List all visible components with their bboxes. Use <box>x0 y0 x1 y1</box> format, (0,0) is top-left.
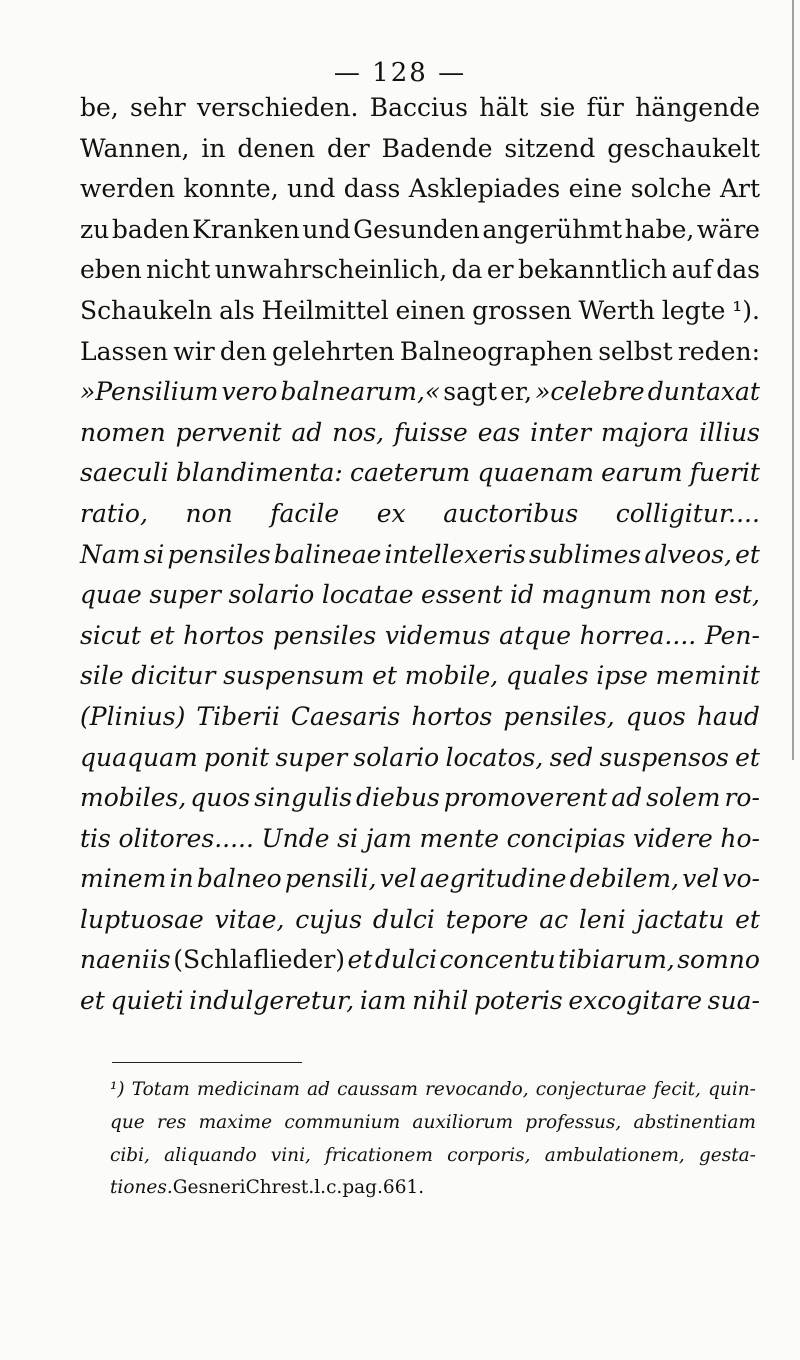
page-edge-shadow <box>792 0 794 760</box>
text-line: Schaukeln als Heilmittel einen grossen Werth legte ¹). <box>80 295 760 325</box>
footnote-line: tiones. Gesneri Chrest. l. c. pag. 661. <box>110 1177 425 1199</box>
text-line: et quieti indulgeretur, iam nihil poteris excogitare sua- <box>80 986 760 1016</box>
page-number: — 128 — <box>333 58 467 88</box>
text-line: mobiles, quos singulis diebus promoverent ad solem ro- <box>80 783 760 813</box>
text-line: »Pensilium vero balnearum,« sagt er, »celebre duntaxat <box>80 377 760 407</box>
text-line: werden konnte, und dass Asklepiades eine solche Art <box>80 174 760 204</box>
text-line: (Plinius) Tiberii Caesaris hortos pensiles, quos haud <box>80 701 760 731</box>
text-line: tis olitores..... Unde si jam mente concipias videre ho- <box>80 823 760 853</box>
text-line: nomen pervenit ad nos, fuisse eas inter majora illius <box>80 417 760 447</box>
text-line: Lassen wir den gelehrten Balneographen selbst reden: <box>80 336 760 366</box>
text-line: quae super solario locatae essent id magnum non est, <box>80 580 760 610</box>
text-line: ratio, non facile ex auctoribus colligitur.... <box>80 498 760 528</box>
text-line: sile dicitur suspensum et mobile, quales ipse meminit <box>80 661 760 691</box>
text-line: quaquam ponit super solario locatos, sed suspensos et <box>80 742 760 772</box>
text-line: saeculi blandimenta: caeterum quaenam earum fuerit <box>80 458 760 488</box>
footnote-line: ¹) Totam medicinam ad caussam revocando, conjecturae fecit, quin- <box>110 1079 756 1100</box>
text-line: eben nicht unwahrscheinlich, da er bekanntlich auf das <box>80 255 760 285</box>
text-line: be, sehr verschieden. Baccius hält sie für hängende <box>80 93 760 122</box>
text-line: zu baden Kranken und Gesunden angerühmt habe, wäre <box>80 214 760 244</box>
footnote-line: cibi, aliquando vini, fricationem corporis, ambulationem, gesta- <box>110 1144 756 1166</box>
text-line: sicut et hortos pensiles videmus atque horrea.... Pen- <box>80 620 760 650</box>
footnote-divider <box>112 1062 302 1063</box>
text-line: Nam si pensiles balineae intellexeris sublimes alveos, et <box>80 539 760 569</box>
text-line: luptuosae vitae, cujus dulci tepore ac leni jactatu et <box>80 904 760 934</box>
text-line: minem in balneo pensili, vel aegritudine debilem, vel vo- <box>80 864 760 894</box>
footnote-block <box>110 1074 756 1205</box>
main-text-block <box>80 88 760 1022</box>
text-line: naeniis (Schlaflieder) et dulci concentu tibiarum, somno <box>80 945 760 975</box>
footnote-line: que res maxime communium auxiliorum professus, abstinentiam <box>110 1111 756 1133</box>
text-line: Wannen, in denen der Badende sitzend geschaukelt <box>80 133 760 163</box>
